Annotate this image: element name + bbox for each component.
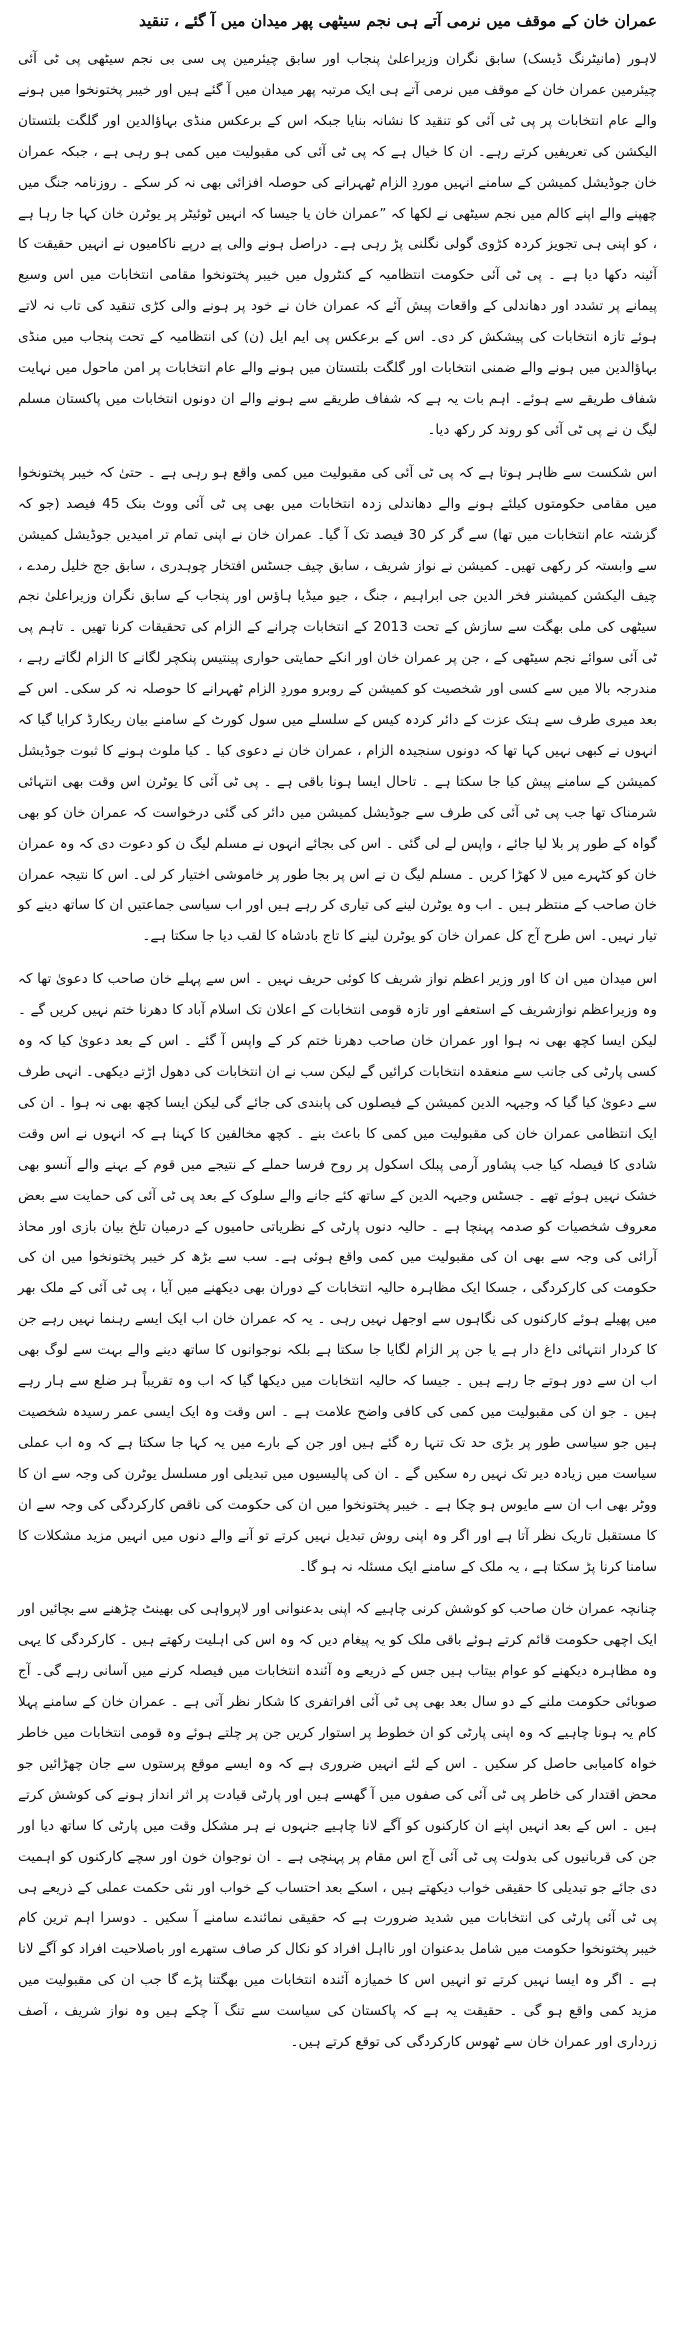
article-paragraph-4: چنانچہ عمران خان صاحب کو کوشش کرنی چاہیے کہ اپنی بدعنوانی اور لاپرواہی کی بھینٹ چڑھنے سے بچائیں اور ایک اچھی حکومت قائم کرتے ہوئے باقی ملک کو یہ پیغام دیں کہ وہ اس کی اہلیت رکھتے ہیں ۔ کارکردگی کا یہی وہ مظاہرہ دیکھنے کو عوام بیتاب ہیں جس کے ذریعے وہ آئندہ انتخابات میں فیصلہ کرنے میں آسانی رہے گی۔ آج صوبائی حکومت ملنے کے دو سال بعد بھی پی ٹی آئی افراتفری کا شکار نظر آتی ہے ۔ عمران خان کے سامنے پہلا کام یہ ہونا چاہیے کہ وہ اپنی پارٹی کو ان خطوط پر استوار کریں جن پر چلتے ہوئے وہ قومی انتخابات میں خاطر خواہ کامیابی حاصل کر سکیں ۔ اس کے لئے انہیں ضروری ہے کہ وہ ایسے موقع پرستوں سے جان چھڑائیں جو محض اقتدار کی خاطر پی ٹی آئی کی صفوں میں آ گھسے ہیں اور پارٹی قیادت پر اثر انداز ہونے کی کوشش کرتے ہیں ۔ اس کے بعد انہیں اپنے ان کارکنوں کو آگے لانا چاہیے جنہوں نے ہر مشکل وقت میں پارٹی کا ساتھ دیا اور جن کی قربانیوں کی بدولت پی ٹی آئی آج اس مقام پر پہنچی ہے ۔ ان نوجوان خون اور سچے کارکنوں کو اہمیت دی جائے جو تبدیلی کا حقیقی خواب دیکھتے ہیں ، اسکے بعد احتساب کے خواب اور نئی حکمت عملی کے ذریعے ہی پی ٹی آئی پارٹی کی انتخابات میں شدید ضرورت ہے کہ حقیقی نمائندے سامنے آ سکیں ۔ دوسرا اہم ترین کام خیبر پختونخوا حکومت میں شامل بدعنوان اور نااہل افراد کو نکال کر صاف ستھرے اور باصلاحیت افراد کو آگے لانا ہے ۔ اگر وہ ایسا نہیں کرتے تو انہیں اس کا خمیازہ آئندہ انتخابات میں بھگتنا پڑے گا جب ان کی مقبولیت میں مزید کمی واقع ہو گی ۔ حقیقت یہ ہے کہ پاکستان کی سیاست سے تنگ آ چکے ہیں وہ نواز شریف ، آصف زرداری اور عمران خان سے ٹھوس کارکردگی کی توقع کرتے ہیں۔ xyxy=(18,1601,657,2051)
article-paragraph-2: اس شکست سے ظاہر ہوتا ہے کہ پی ٹی آئی کی مقبولیت میں کمی واقع ہو رہی ہے ۔ حتیٰ کہ خیبر پختونخوا میں مقامی حکومتوں کیلئے ہونے والے دھاندلی زدہ انتخابات میں بھی پی ٹی آئی ووٹ بنک 45 فیصد (جو کہ گزشتہ عام انتخابات میں تھا) سے گر کر 30 فیصد تک آ گیا۔ عمران خان نے اپنی تمام تر امیدیں جوڈیشل کمیشن سے وابستہ کر رکھی تھیں۔ کمیشن نے نواز شریف ، سابق چیف جسٹس افتخار چوہدری ، سابق جج خلیل رمدے ، چیف الیکشن کمیشنر فخر الدین جی ابراہیم ، جنگ ، جیو میڈیا ہاؤس اور پنجاب کے سابق نگران وزیراعلیٰ نجم سیٹھی کی ملی بھگت سے سازش کے تحت 2013 کے انتخابات چرانے کے الزام کی تحقیقات کرنا تھیں ۔ تاہم پی ٹی آئی سوائے نجم سیٹھی کے ، جن پر عمران خان اور انکے حمایتی حواری پینتیس پنکچر لگانے کا الزام لگاتے رہے ، مندرجہ بالا میں سے کسی اور شخصیت کو کمیشن کے روبرو موردِ الزام ٹھہرانے کا حوصلہ نہ کر سکی۔ اس کے بعد میری طرف سے ہتک عزت کے دائر کردہ کیس کے سلسلے میں سول کورٹ کے سامنے بیان ریکارڈ کرایا گیا کہ انہوں نے کبھی نہیں کہا تھا کہ دونوں سنجیدہ الزام ، عمران خان نے دعوی کیا ۔ کیا ملوث ہونے کا ثبوت جوڈیشل کمیشن کے سامنے پیش کیا جا سکتا ہے ۔ تاحال ایسا ہونا باقی ہے ۔ پی ٹی آئی کا یوٹرن اس وقت بھی انتہائی شرمناک تھا جب پی ٹی آئی کی طرف سے جوڈیشل کمیشن میں دائر کی گئی درخواست کہ عمران خان کو بھی گواہ کے طور پر بلا لیا جائے ، واپس لے لی گئی ۔ اس کی بجائے انہوں نے مسلم لیگ ن کو دعوت دی کہ وہ عمران خان کو کٹہرے میں لا کھڑا کریں ۔ مسلم لیگ ن نے اس پر بجا طور پر خاموشی اختیار کر لی۔ اس کا نتیجہ عمران خان صاحب کے منتظر ہیں ۔ اب وہ یوٹرن لینے کی تیاری کر رہے ہیں اور اب سیاسی جماعتیں ان کا ساتھ دینے کو تیار نہیں۔ اس طرح آج کل عمران خان کو یوٹرن لینے کا تاج بادشاہ کا لقب دیا جا سکتا ہے۔ xyxy=(18,464,658,945)
article-paragraph-1: لاہور (مانیٹرنگ ڈیسک) سابق نگران وزیراعلیٰ پنجاب اور سابق چیئرمین پی سی بی نجم سیٹھی پی ٹی آئی چیئرمین عمران خان کے موقف میں نرمی آتے ہی ایک مرتبہ پھر میدان میں آ گئے ہیں اور خیبر پختونخوا میں ہونے والے عام انتخابات پر پی ٹی آئی کو تنقید کا نشانہ بنایا جبکہ اس کے برعکس منڈی بہاؤالدین اور گلگت بلتستان الیکشن کی تعریفیں کرتے رہے۔ ان کا خیال ہے کہ پی ٹی آئی کی مقبولیت میں کمی ہو رہی ہے ، جبکہ عمران خان جوڈیشل کمیشن کے سامنے انہیں موردِ الزام ٹھہرانے کی حوصلہ افزائی بھی نہ کر سکے ۔ روزنامہ جنگ میں چھپنے والے اپنے کالم میں نجم سیٹھی نے لکھا کہ ”عمران خان یا جیسا کہ انہیں ٹوئیٹر پر یوٹرن خان کہا جا رہا ہے ، کو اپنی ہی تجویز کردہ کڑوی گولی نگلنی پڑ رہی ہے۔ دراصل ہونے والی پے درپے ناکامیوں نے انہیں حقیقت کا آئینہ دکھا دیا ہے ۔ پی ٹی آئی حکومت انتظامیہ کے کنٹرول میں خیبر پختونخوا مقامی انتخابات میں اس وسیع پیمانے پر تشدد اور دھاندلی کے واقعات پیش آئے کہ عمران خان نے خود پر ہونے والی کڑی تنقید کی تاب نہ لاتے ہوئے تازہ انتخابات کی پیشکش کر دی۔ اس کے برعکس پی ایم ایل (ن) کی انتظامیہ کے تحت پنجاب میں منڈی بہاؤالدین میں ہونے والے ضمنی انتخابات اور گلگت بلتستان میں ہونے والے عام انتخابات پر امن ماحول میں نہایت شفاف طریقے سے ہوئے۔ اہم بات یہ ہے کہ شفاف طریقے سے ہونے والے ان دونوں انتخابات میں پاکستان مسلم لیگ ن نے پی ٹی آئی کو روند کر رکھ دیا۔ xyxy=(18,51,657,438)
article-paragraph-3: اس میدان میں ان کا اور وزیر اعظم نواز شریف کا کوئی حریف نہیں ۔ اس سے پہلے خان صاحب کا دعویٰ تھا کہ وہ وزیراعظم نوازشریف کے استعفے اور تازہ قومی انتخابات کے اعلان تک اسلام آباد کا دھرنا ختم نہیں کریں گے ۔ لیکن ایسا کچھ بھی نہ ہوا اور عمران خان صاحب دھرنا ختم کر کے واپس آ گئے ۔ اس کے بعد دعویٰ کیا کہ وہ کسی پارٹی کی جانب سے منعقدہ انتخابات کرائیں گے لیکن سب نے ان انتخابات کی دھول اڑتے دیکھی۔ انہی طرف سے دعویٰ کیا گیا کہ وجیہہ الدین کمیشن کے فیصلوں کی پابندی کی جائے گی لیکن ایسا کچھ بھی نہ ہوا ۔ ان کی ایک انتظامی عمران خان کی مقبولیت میں کمی کا باعث بنے ۔ کچھ مخالفین کا کہنا ہے کہ انہوں نے اس وقت شادی کا فیصلہ کیا جب پشاور آرمی پبلک اسکول پر روح فرسا حملے کے نتیجے میں قوم کے بہنے والے آنسو بھی خشک نہیں ہوئے تھے ۔ جسٹس وجیہہ الدین کے ساتھ کئے جانے والے سلوک کے بعد پی ٹی آئی کی حمایت سے بعض معروف شخصیات کو صدمہ پہنچا ہے ۔ حالیہ دنوں پارٹی کے نظریاتی حامیوں کے درمیان تلخ بیان بازی اور محاذ آرائی کی وجہ سے بھی ان کی مقبولیت میں کمی واقع ہوئی ہے۔ سب سے بڑھ کر خیبر پختونخوا میں ان کی حکومت کی کارکردگی ، جسکا ایک مظاہرہ حالیہ انتخابات کے دوران بھی دیکھنے میں آیا ، پی ٹی آئی کے ملک بھر میں پھیلے ہوئے کارکنوں کی نگاہوں سے اوجھل نہیں رہی ۔ یہ کہ عمران خان اب ایک ایسے رہنما نہیں رہے جن کا کردار انتہائی داغ دار ہے یا جن پر الزام لگایا جا سکتا ہے بلکہ نوجوانوں کا ساتھ دینے والے بہت سے لوگ بھی اب ان سے دور ہوتے جا رہے ہیں ۔ جیسا کہ حالیہ انتخابات میں دیکھا گیا کہ اب وہ تقریباً ہر ضلع سے ہار رہے ہیں ۔ جو ان کی مقبولیت میں کمی کی کافی واضح علامت ہے ۔ اس وقت وہ ایک ایسی عمر رسیدہ شخصیت ہیں جو سیاسی طور پر بڑی حد تک تنہا رہ گئے ہیں اور جن کے بارے میں یہ کہا جا سکتا ہے کہ وہ اب عملی سیاست میں زیادہ دیر تک نہیں رہ سکیں گے ۔ ان کی پالیسیوں میں تبدیلی اور مسلسل یوٹرن کی وجہ سے ان کا ووٹر بھی اب ان سے مایوس ہو چکا ہے ۔ خیبر پختونخوا میں ان کی حکومت کی ناقص کارکردگی کی وجہ سے ان کا مستقبل تاریک نظر آتا ہے اور اگر وہ اپنی روش تبدیل نہیں کرتے تو آنے والے دنوں میں انہیں مزید مشکلات کا سامنا کرنا پڑ سکتا ہے ، یہ ملک کے سامنے ایک مسئلہ نہ ہو گا۔ xyxy=(18,971,657,1575)
article-headline: عمران خان کے موقف میں نرمی آتے ہی نجم سیٹھی پھر میدان میں آ گئے ، تنقید xyxy=(138,11,657,30)
